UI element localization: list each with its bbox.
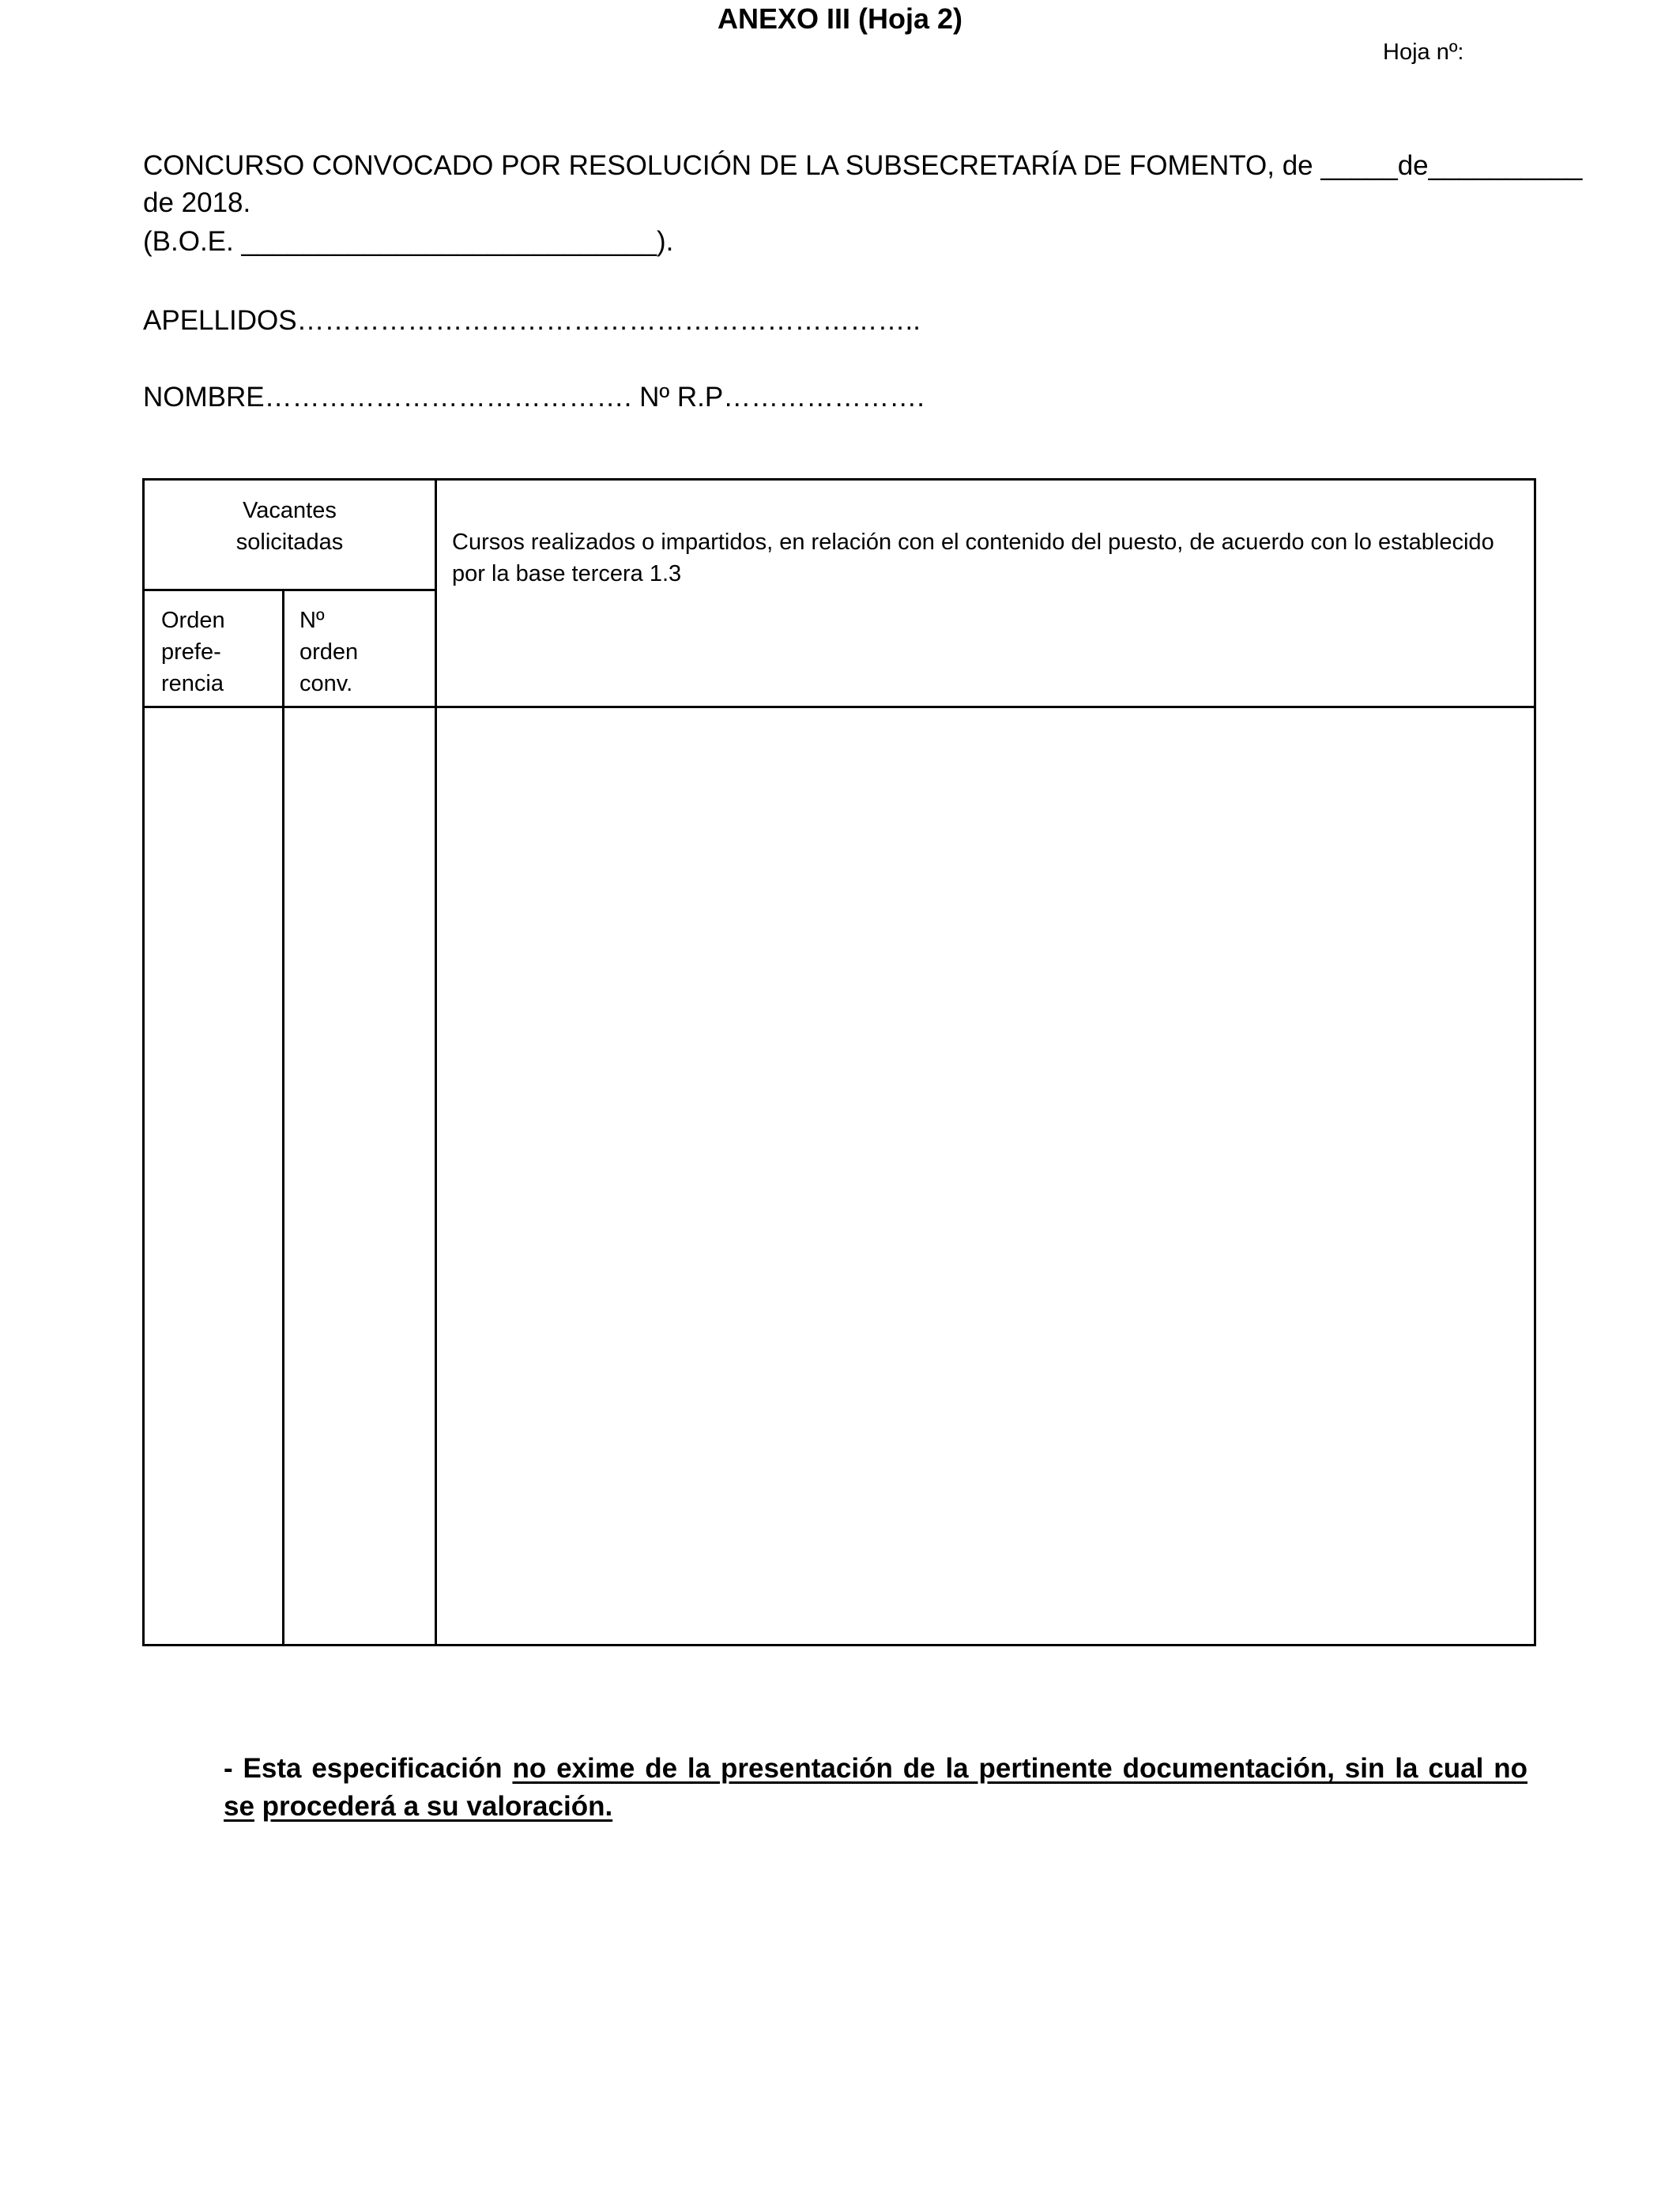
- orden-preferencia-input[interactable]: [145, 708, 282, 1644]
- table-divider-vacantes: [145, 589, 435, 591]
- convocatoria-year-line: de 2018.: [143, 187, 251, 218]
- vacancies-table: [142, 478, 1536, 1646]
- nombre-rp-field: NOMBRE…………………………………. Nº R.P………………….: [143, 382, 925, 413]
- boe-line: (B.O.E. ___________________________).: [143, 226, 674, 257]
- numero-orden-input[interactable]: [284, 708, 435, 1644]
- orden-preferencia-header: Orden prefe- rencia: [161, 608, 225, 696]
- vacantes-header: Vacantes solicitadas: [235, 498, 344, 555]
- numero-orden-header: Nº orden conv.: [299, 608, 359, 696]
- apellidos-field: APELLIDOS…………………………………………………………..: [143, 305, 921, 336]
- convocatoria-line: CONCURSO CONVOCADO POR RESOLUCIÓN DE LA SUBSECRETARÍA DE FOMENTO, de _____de__________: [143, 150, 1583, 181]
- sheet-number-label: Hoja nº:: [1383, 40, 1464, 65]
- page-title: ANEXO III (Hoja 2): [717, 2, 963, 35]
- footer-note: - Esta especificación no exime de la presentación de la pertinente documentación, sin la cual no se procederá a su valoración.: [224, 1753, 1527, 1822]
- cursos-header: Cursos realizados o impartidos, en relación con el contenido del puesto, de acuerdo con lo establecido por la base tercera 1.3: [452, 530, 1494, 586]
- cursos-input[interactable]: [437, 708, 1534, 1644]
